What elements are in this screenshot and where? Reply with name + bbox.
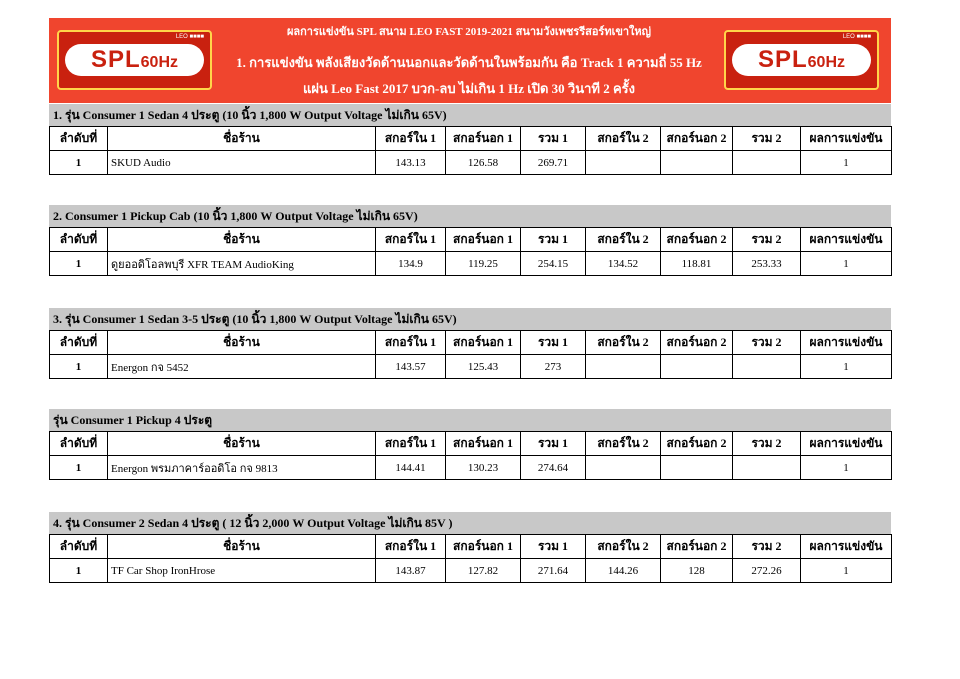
column-header: สกอร์นอก 1 [446, 331, 521, 355]
cell-sum2 [733, 151, 801, 175]
column-header: สกอร์ใน 1 [376, 127, 446, 151]
column-header: ผลการแข่งขัน [801, 127, 892, 151]
table-header-row [50, 535, 892, 559]
column-header: สกอร์นอก 2 [661, 535, 733, 559]
table-row [50, 151, 892, 175]
cell-sum1: 254.15 [521, 252, 586, 276]
column-header: ลำดับที่ [50, 432, 108, 456]
cell-sum1: 269.71 [521, 151, 586, 175]
section-title: 1. รุ่น Consumer 1 Sedan 4 ประตู (10 นิ้ว 1,800 W Output Voltage ไม่เกิน 65V) [49, 104, 891, 126]
column-header: ลำดับที่ [50, 331, 108, 355]
cell-sum2: 253.33 [733, 252, 801, 276]
logo-freq: 60Hz [807, 54, 846, 71]
cell-out1: 130.23 [446, 456, 521, 480]
results-table [49, 534, 892, 583]
results-section [49, 409, 891, 480]
column-header: รวม 1 [521, 228, 586, 252]
column-header: รวม 2 [733, 127, 801, 151]
header-banner [49, 18, 891, 103]
logo-text [65, 44, 204, 76]
column-header: สกอร์ใน 1 [376, 535, 446, 559]
table-header-row [50, 228, 892, 252]
column-header: รวม 1 [521, 535, 586, 559]
logo-text [732, 44, 871, 76]
cell-sum1: 271.64 [521, 559, 586, 583]
table-row [50, 355, 892, 379]
cell-in2: 144.26 [586, 559, 661, 583]
cell-result: 1 [801, 355, 892, 379]
column-header: สกอร์ใน 1 [376, 432, 446, 456]
results-section [49, 512, 891, 583]
cell-out2: 118.81 [661, 252, 733, 276]
section-title: รุ่น Consumer 1 Pickup 4 ประตู [49, 409, 891, 431]
column-header: ชื่อร้าน [108, 228, 376, 252]
cell-rank: 1 [50, 355, 108, 379]
column-header: สกอร์นอก 2 [661, 331, 733, 355]
column-header: สกอร์นอก 2 [661, 432, 733, 456]
logo-main: SPL [757, 46, 808, 73]
cell-result: 1 [801, 252, 892, 276]
logo-freq: 60Hz [140, 54, 179, 71]
column-header: รวม 2 [733, 535, 801, 559]
section-title: 2. Consumer 1 Pickup Cab (10 นิ้ว 1,800 W Output Voltage ไม่เกิน 65V) [49, 205, 891, 227]
column-header: รวม 1 [521, 331, 586, 355]
cell-shop: TF Car Shop IronHrose [108, 559, 376, 583]
cell-sum2 [733, 456, 801, 480]
cell-shop: Energon กจ 5452 [108, 355, 376, 379]
cell-in2 [586, 355, 661, 379]
table-row [50, 252, 892, 276]
column-header: สกอร์นอก 1 [446, 535, 521, 559]
column-header: สกอร์นอก 1 [446, 127, 521, 151]
cell-result: 1 [801, 151, 892, 175]
banner-line-3: แผ่น Leo Fast 2017 บวก-ลบ ไม่เกิน 1 Hz เปิด 30 วินาที 2 ครั้ง [302, 81, 636, 96]
results-section [49, 104, 891, 175]
column-header: สกอร์ใน 2 [586, 432, 661, 456]
cell-in2: 134.52 [586, 252, 661, 276]
column-header: ลำดับที่ [50, 535, 108, 559]
column-header: สกอร์นอก 2 [661, 228, 733, 252]
section-title: 4. รุ่น Consumer 2 Sedan 4 ประตู ( 12 นิ้ว 2,000 W Output Voltage ไม่เกิน 85V ) [49, 512, 891, 534]
column-header: สกอร์ใน 2 [586, 228, 661, 252]
cell-sum2: 272.26 [733, 559, 801, 583]
column-header: รวม 2 [733, 432, 801, 456]
column-header: รวม 1 [521, 432, 586, 456]
cell-rank: 1 [50, 456, 108, 480]
section-title: 3. รุ่น Consumer 1 Sedan 3-5 ประตู (10 นิ้ว 1,800 W Output Voltage ไม่เกิน 65V) [49, 308, 891, 330]
spl-60hz-logo-right [724, 30, 879, 90]
column-header: สกอร์นอก 1 [446, 228, 521, 252]
cell-out2 [661, 355, 733, 379]
column-header: สกอร์ใน 2 [586, 331, 661, 355]
cell-shop: SKUD Audio [108, 151, 376, 175]
column-header: ผลการแข่งขัน [801, 331, 892, 355]
table-header-row [50, 127, 892, 151]
cell-sum1: 273 [521, 355, 586, 379]
column-header: ชื่อร้าน [108, 331, 376, 355]
banner-line-2: 1. การแข่งขัน พลังเสียงวัดด้านนอกและวัดด้านในพร้อมกัน คือ Track 1 ความถี่ 55 Hz [236, 55, 702, 70]
results-table [49, 126, 892, 175]
results-section [49, 308, 891, 379]
cell-out1: 126.58 [446, 151, 521, 175]
cell-out1: 125.43 [446, 355, 521, 379]
column-header: ผลการแข่งขัน [801, 535, 892, 559]
logo-tag: LEO ■■■■ [175, 34, 204, 40]
column-header: ผลการแข่งขัน [801, 432, 892, 456]
column-header: รวม 2 [733, 331, 801, 355]
cell-rank: 1 [50, 252, 108, 276]
cell-result: 1 [801, 559, 892, 583]
spl-60hz-logo-left [57, 30, 212, 90]
cell-result: 1 [801, 456, 892, 480]
column-header: รวม 1 [521, 127, 586, 151]
results-section [49, 205, 891, 276]
cell-out2: 128 [661, 559, 733, 583]
results-table [49, 431, 892, 480]
table-row [50, 559, 892, 583]
logo-main: SPL [90, 46, 141, 73]
column-header: สกอร์นอก 2 [661, 127, 733, 151]
cell-shop: Energon พรมภาคาร์ออดิโอ กจ 9813 [108, 456, 376, 480]
column-header: สกอร์ใน 2 [586, 127, 661, 151]
column-header: สกอร์ใน 2 [586, 535, 661, 559]
column-header: ลำดับที่ [50, 127, 108, 151]
cell-in1: 134.9 [376, 252, 446, 276]
banner-title: ผลการแข่งขัน SPL สนาม LEO FAST 2019-2021 สนามวังเพชรรีสอร์ทเขาใหญ่ [286, 26, 652, 38]
column-header: สกอร์นอก 1 [446, 432, 521, 456]
cell-out1: 119.25 [446, 252, 521, 276]
column-header: รวม 2 [733, 228, 801, 252]
results-table [49, 330, 892, 379]
cell-out2 [661, 456, 733, 480]
cell-rank: 1 [50, 151, 108, 175]
table-header-row [50, 331, 892, 355]
cell-shop: ดูยออดิโอลพบุรี XFR TEAM AudioKing [108, 252, 376, 276]
table-header-row [50, 432, 892, 456]
column-header: ชื่อร้าน [108, 535, 376, 559]
cell-sum1: 274.64 [521, 456, 586, 480]
cell-in1: 143.13 [376, 151, 446, 175]
column-header: สกอร์ใน 1 [376, 331, 446, 355]
cell-in1: 143.87 [376, 559, 446, 583]
column-header: ลำดับที่ [50, 228, 108, 252]
column-header: ชื่อร้าน [108, 127, 376, 151]
cell-rank: 1 [50, 559, 108, 583]
logo-tag: LEO ■■■■ [842, 34, 871, 40]
table-row [50, 456, 892, 480]
cell-out2 [661, 151, 733, 175]
cell-in2 [586, 456, 661, 480]
cell-in2 [586, 151, 661, 175]
results-table [49, 227, 892, 276]
column-header: ผลการแข่งขัน [801, 228, 892, 252]
cell-in1: 144.41 [376, 456, 446, 480]
column-header: สกอร์ใน 1 [376, 228, 446, 252]
cell-in1: 143.57 [376, 355, 446, 379]
cell-sum2 [733, 355, 801, 379]
column-header: ชื่อร้าน [108, 432, 376, 456]
cell-out1: 127.82 [446, 559, 521, 583]
